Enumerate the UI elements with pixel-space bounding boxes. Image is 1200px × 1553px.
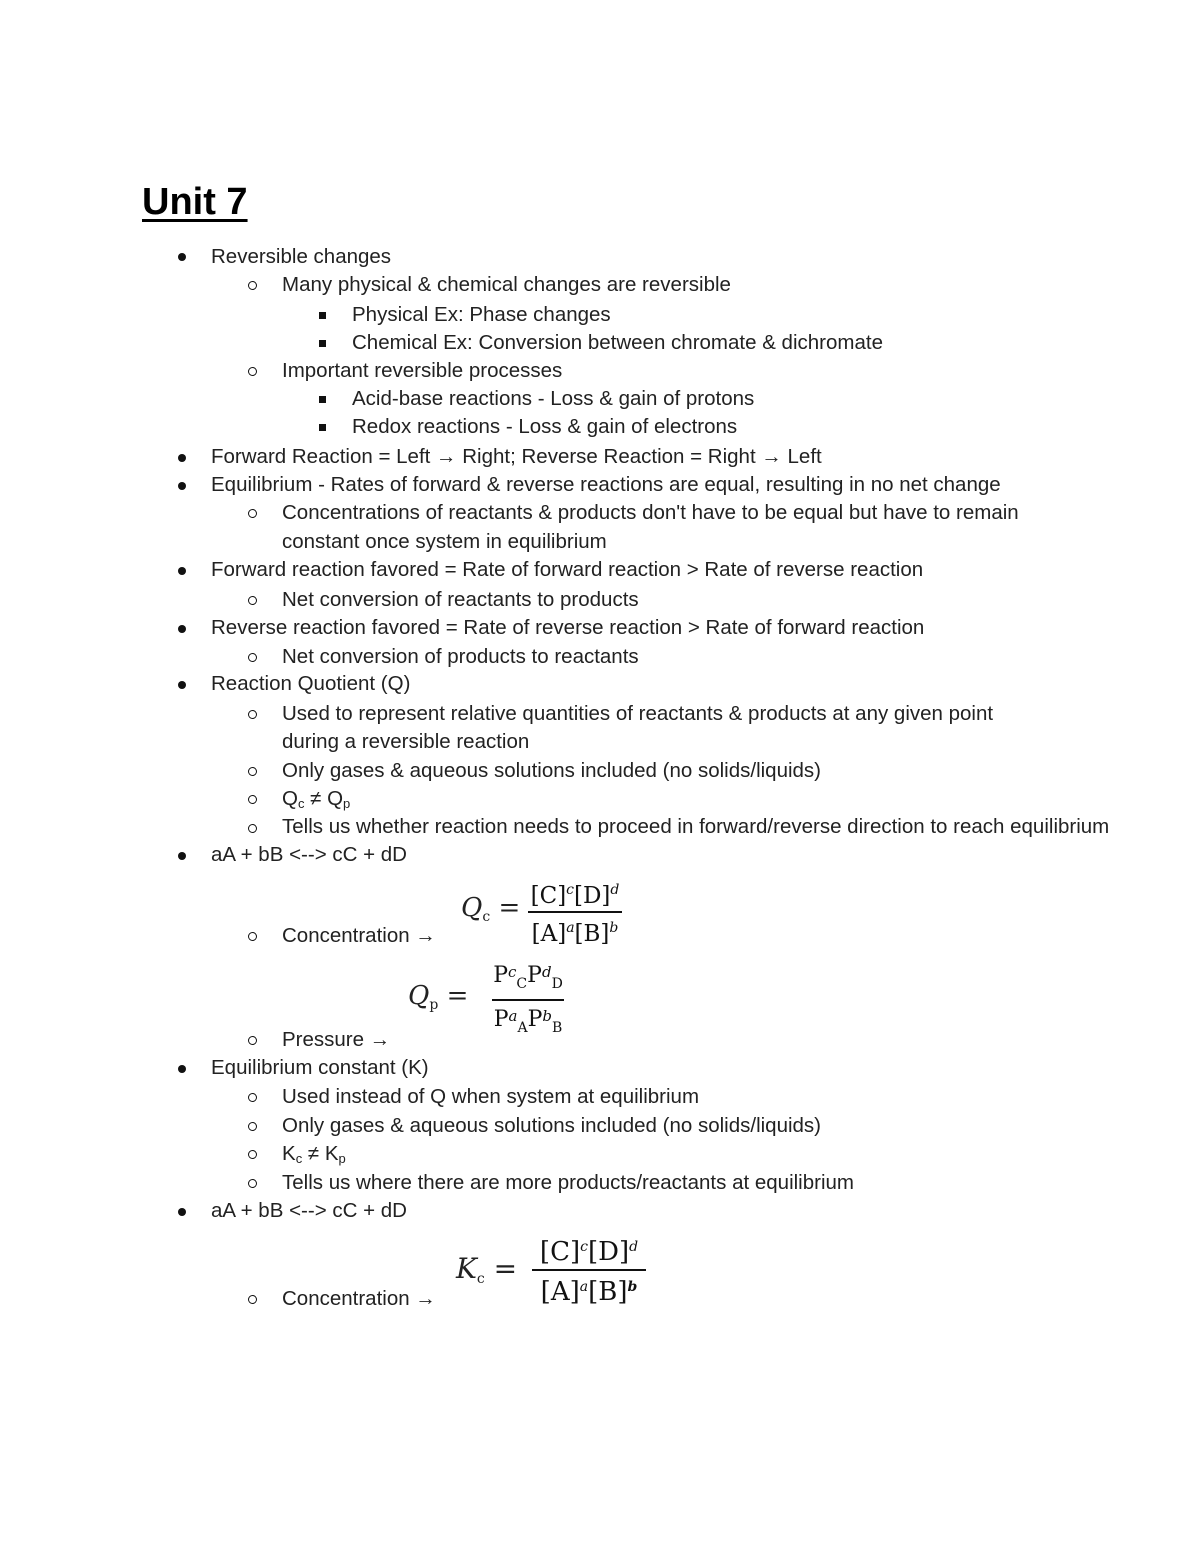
- list-item: Equilibrium constant (K): [211, 1056, 429, 1079]
- circle-bullet-icon: [248, 596, 257, 605]
- list-item-kc-vs-kp: $K_c \ne K_p$: [282, 1142, 346, 1166]
- list-item: Used instead of Q when system at equilibrium: [282, 1085, 700, 1108]
- qp-numerator: $P_{cC}P_{dD}$: [493, 963, 563, 992]
- list-item: Forward Reaction = Left → Right; Reverse Reaction = Right → Left: [211, 445, 822, 468]
- square-bullet-icon: [319, 312, 326, 319]
- page-title: Unit 7: [142, 181, 248, 223]
- circle-bullet-icon: [248, 824, 257, 833]
- qc-denominator: $[A]^a[B]^b$: [531, 919, 619, 947]
- fraction-bar: [532, 1269, 646, 1271]
- list-item: Forward reaction favored = Rate of forward reaction > Rate of reverse reaction: [211, 558, 924, 581]
- disc-bullet-icon: [178, 852, 186, 860]
- circle-bullet-icon: [248, 932, 257, 941]
- list-item: aA + bB <--> cC + dD: [211, 843, 407, 866]
- list-item: Concentration →: [282, 1287, 436, 1310]
- kc-denominator: $[A]^a[B]^b$: [540, 1276, 638, 1307]
- fraction-bar: [528, 911, 622, 913]
- qc-formula-lhs: Qc =: [461, 893, 521, 925]
- list-item: Net conversion of products to reactants: [282, 645, 639, 668]
- list-item: Acid-base reactions - Loss & gain of protons: [352, 387, 755, 410]
- qc-numerator: $[C]^c[D]^d$: [530, 882, 620, 909]
- qp-formula-lhs: Qp =: [408, 981, 469, 1013]
- circle-bullet-icon: [248, 1036, 257, 1045]
- circle-bullet-icon: [248, 509, 257, 518]
- disc-bullet-icon: [178, 681, 186, 689]
- disc-bullet-icon: [178, 625, 186, 633]
- list-item: Concentration →: [282, 924, 436, 947]
- list-item: Redox reactions - Loss & gain of electrons: [352, 415, 738, 438]
- circle-bullet-icon: [248, 795, 257, 804]
- list-item: Equilibrium - Rates of forward & reverse reactions are equal, resulting in no net change: [211, 473, 1001, 496]
- list-item: Only gases & aqueous solutions included (no solids/liquids): [282, 759, 822, 782]
- disc-bullet-icon: [178, 482, 186, 490]
- disc-bullet-icon: [178, 1065, 186, 1073]
- circle-bullet-icon: [248, 1122, 257, 1131]
- circle-bullet-icon: [248, 1295, 257, 1304]
- list-item: Concentrations of reactants & products don't have to be equal but have to remain: [282, 501, 1019, 524]
- kc-formula-fraction: [532, 1232, 646, 1308]
- list-item-continuation: constant once system in equilibrium: [282, 530, 607, 553]
- list-item: Used to represent relative quantities of reactants & products at any given point: [282, 702, 994, 725]
- list-item: Important reversible processes: [282, 359, 563, 382]
- circle-bullet-icon: [248, 281, 257, 290]
- square-bullet-icon: [319, 424, 326, 431]
- list-item: Physical Ex: Phase changes: [352, 303, 611, 326]
- list-item: Reaction Quotient (Q): [211, 672, 411, 695]
- list-item: Chemical Ex: Conversion between chromate & dichromate: [352, 331, 883, 354]
- fraction-bar: [492, 999, 564, 1001]
- qc-formula-fraction: [528, 876, 622, 948]
- circle-bullet-icon: [248, 1179, 257, 1188]
- square-bullet-icon: [319, 396, 326, 403]
- list-item-qc-vs-qp: $Q_c \ne Q_p$: [282, 787, 351, 811]
- square-bullet-icon: [319, 340, 326, 347]
- circle-bullet-icon: [248, 1150, 257, 1159]
- list-item: Only gases & aqueous solutions included (no solids/liquids): [282, 1114, 822, 1137]
- circle-bullet-icon: [248, 653, 257, 662]
- circle-bullet-icon: [248, 1093, 257, 1102]
- list-item: Net conversion of reactants to products: [282, 588, 639, 611]
- disc-bullet-icon: [178, 253, 186, 261]
- list-item: Many physical & chemical changes are reversible: [282, 273, 731, 296]
- disc-bullet-icon: [178, 1208, 186, 1216]
- list-item: Tells us where there are more products/reactants at equilibrium: [282, 1171, 854, 1194]
- list-item: Reverse reaction favored = Rate of reverse reaction > Rate of forward reaction: [211, 616, 925, 639]
- circle-bullet-icon: [248, 367, 257, 376]
- list-item: Tells us whether reaction needs to proceed in forward/reverse direction to reach equilibrium: [282, 815, 1110, 838]
- kc-numerator: $[C]^c[D]^d$: [539, 1237, 639, 1267]
- list-item: Pressure →: [282, 1028, 391, 1051]
- list-item-continuation: during a reversible reaction: [282, 730, 530, 753]
- kc-formula-lhs: Kc =: [456, 1252, 518, 1287]
- circle-bullet-icon: [248, 767, 257, 776]
- list-item: Reversible changes: [211, 245, 392, 268]
- disc-bullet-icon: [178, 454, 186, 462]
- disc-bullet-icon: [178, 567, 186, 575]
- qp-denominator: $P_{aA}P_{bB}$: [493, 1006, 563, 1036]
- circle-bullet-icon: [248, 710, 257, 719]
- qp-formula-fraction: [492, 958, 564, 1042]
- list-item: aA + bB <--> cC + dD: [211, 1199, 407, 1222]
